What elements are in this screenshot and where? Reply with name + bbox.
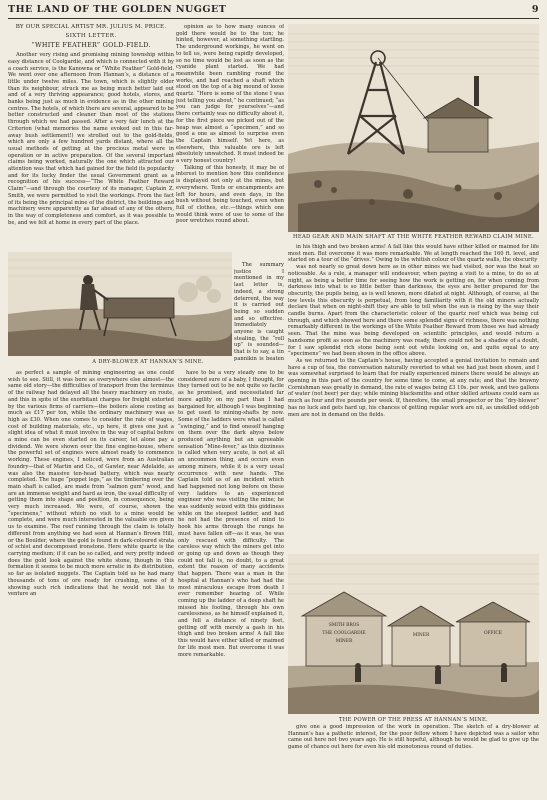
letter-number: SIXTH LETTER.: [65, 32, 117, 39]
sign-smith-bros: SMITH BROS: [328, 623, 360, 628]
illustration-head-gear: [288, 24, 539, 232]
article-column-final: [288, 724, 539, 796]
journal-title: THE LAND OF THE GOLDEN NUGGET: [8, 4, 227, 15]
paragraph: in his thigh and two broken arms! A fall like this would have either killed or maimed for life most men. But overcome it was more remarkable. We at length reached the 160 ft. level, and started on a tour of the “drives.” Owing to the whitish colour of the quartz walls, the obscurity: [288, 244, 539, 264]
caption-head-gear: HEAD GEAR AND MAIN SHAFT AT THE WHITE FEATHER REWARD CLAIM MINE.: [293, 234, 534, 240]
caption-dry-blower: A DRY-BLOWER AT HANNAN’S MINE.: [92, 359, 204, 365]
paragraph: have to be a very steady one to be considered sure of a baby, I thought, for they turned out to be not quite so facile as he promised, and necessitated far more agility on my part than I had bargained for, although I was beginning to get used to mining-shafts by now. Some of the ladders were what is called “swinging,” and to find oneself hanging on them over the dark abyss below produced anything but an agreeable sensation “Mine-fever,” as this dizziness is called when very acute, is not at all an uncommon thing, and occurs even among miners, while it is a very usual occurrence with new hands. The Captain told us of an incident which had happened not long before on these very ladders to an experienced engineer who was visiting the mine; he was suddenly seized with this giddiness while on the steepest ladder, and had he not had the presence of mind to hook his arms through the rungs he must have fallen off—as it was, he was only rescued with difficulty. The careless way which the miners get into or going up and down as though they could not fall is, no doubt, to a great extent the reason of many accidents that happen. There was a man in the hospital at Hannan’s who had had the most miraculous escape from death I ever remember hearing of. While coming up the ladder of a deep shaft he missed his footing, through his own carelessness, as he himself explained it, and fell a distance of ninety feet, getting off with merely a gash in his thigh and two broken arms! A fall like this would have either killed or maimed for life most men. But overcome it was more remarkable.: [178, 370, 284, 658]
article-column-3: [288, 244, 539, 550]
header-rule: [8, 18, 539, 19]
sign-office: OFFICE: [484, 631, 502, 636]
article-column-2-continued: [234, 262, 284, 362]
paragraph: The summary justice I mentioned in my last letter is, indeed, a strong deterrent, the way it is carried out being so sudden and so effective. Immediately anyone is caught stealing, the “roll up” is sounded—that is to say, a tin pannikin is beaten: [234, 262, 284, 362]
paragraph: give one a good impression of the work in operation. The sketch of a dry-blower at Hannan’s has a pathetic interest, for the poor fellow whom I have depicted was a sailor who came out here not two years ago. He is still hopeful, although he would be glad to give up the game of chance out here for even his old monotonous round of duties.: [288, 724, 539, 751]
sign-miner-2: MINER: [412, 633, 430, 638]
paragraph: as perfect a sample of mining engineering as one could wish to see. Still, it was here as everywhere else almost—the same old story—the difficulties of transport from the terminus of the railway had delayed all the heavy machinery en route, and this in spite of the exorbitant charges for freight extorted by the various firms of carriers—the boilers alone costing as much as £17 per ton, while the ordinary machinery was as high as £30. When one comes to consider the rate of wages, cost of building materials, etc., up here, it gives one just a slight idea of what it must involve in the way of capital before a mine can be even started on its career, let alone pay a dividend. We were shown over the fine engine-house, where the powerful set of engines were almost ready to commence working. These engines, I noticed, were from an Australian foundry—that of Martin and Co., of Gawler, near Adelaide, as was also the massive ten-head battery, which was nearly completed. The huge “poppet legs,” as the timbering over the main shaft is called, are made from “salmon gum” wood, and are an immense weight and hard as iron, the usual difficulty of getting them into shape and position, in consequence, being very much increased. We were, of course, shown the “specimens,” without which no visit to a mine would be complete, and were much interested in the valuable ore given us to examine. The reef running through the claim is totally different from anything we had seen at Hannan’s Brown Hill, or the Boulder, where the gold is found in dark-coloured strata of schist and decomposed ironstone. Here white quartz is the carrying medium; if it can be so called, and very pretty indeed does the gold look against the white stone, though in this formation it seems to be much more erratic in its distribution, so far as isolated nuggets. The Captain told us he had many thousands of tons of ore ready for crushing, some of it showing such rich indications that he would not like to venture an: [8, 370, 174, 598]
illustration-press-office: [288, 554, 539, 714]
illustration-dry-blower: [8, 252, 232, 356]
paragraph: As we returned to the Captain’s house, having accepted a genial invitation to remain and have a cup of tea, the conversation naturally reverted to what we had just been shown, and I was somewhat surprised to learn that for really experienced miners there would be always an opening in this part of the country for some time to come, at any rate; and that the brawny Cornishman was greatly in demand, the rate of wages being £3 10s. per week, and two gallons of water (not beer) per day; while mining blacksmiths and other skilled artisans could earn as much as four and five pounds per week. If, therefore, the small prospector or the “dry-blower” has no luck and gets hard up, his chances of getting regular work are nil, as unskilled odd-job men are not in demand on the fields.: [288, 357, 539, 418]
paragraph: opinion as to how many ounces of gold there would be to the ton; he hinted, however, at something startling. The underground workings, he went on to tell us, were being rapidly developed, so no time would be lost as soon as the cyanide plant started. We had meanwhile been rambling round the works, and had reached a shaft which stood on the top of a big mound of loose quartz. “Here is some of the stone I was just telling you about,” he continued; “as you can judge for yourselves”—and there certainly was no difficulty about it, for the first piece we picked out of the heap was almost a “specimen,” and so good a one as almost to surprise even the Captain himself. Yet here, as elsewhere, this valuable ore is left absolutely unwatched. It must indeed be a very honest country!: [176, 24, 284, 165]
paragraph: Another very rising and promising mining township within easy distance of Coolgardie, and which is connected with it by a coach service, is the Kanowna or “White Feather” Gold-field. We went over one afternoon from Hannan’s, a distance of a little under twelve miles. The town, which is slightly older than its neighbour, struck me as being much better laid out and of a very thriving appearance; good hotels, stores, and banks being just as much in evidence as in the other mining centres. The hotels, of which there are several, appeared to be better constructed and cleaner than most of the stations through which we had passed. After a very fair lunch at the Criterion (what memories the name evoked out in this far-away bush settlement!) we strolled out to the gold-fields, which are only a few hundred yards distant, where all the usual methods of getting at the precious metal were in operation or in active preparation. Of the several important claims being worked, naturally the one which attracted our attention was that which had gained for the field its popularity and for its lucky finder the usual Government grant as a recognition of his success—“The White Feather Reward Claim”—and through the courtesy of its manager, Captain Z. Smith, we were permitted to visit the workings. From the fact of its being the principal mine of the district, the buildings and machinery were apparently as far ahead of any of the others, in the way of completeness and comfort, as it was possible to be, and we felt at home in every part of the place.: [8, 52, 174, 226]
sign-coolgardie: THE COOLGARDIE: [322, 631, 366, 636]
article-column-2: [176, 24, 284, 261]
running-header: [8, 4, 539, 20]
article-column-4: [8, 370, 174, 796]
section-heading: “WHITE FEATHER” GOLD-FIELD.: [31, 41, 151, 50]
sign-miner: MINER: [335, 639, 353, 644]
caption-press-office: THE POWER OF THE PRESS AT HANNAN’S MINE.: [339, 717, 488, 723]
page-number: 9: [531, 4, 539, 15]
article-column-5: [178, 370, 284, 796]
paragraph: was not nearly so great down here as in other mines we had visited, nor was the heat so noticeable. As a rule, a manager will endeavour, when paying a visit to a mine, to do so at night, as being a better time for seeing how the work is getting on, for when coming from darkness into what is so little better than darkness, the eyes are better prepared for the obscurity, the pupils being, as is well known, more dilated at night. Although, of course, at the low levels this obscurity is perpetual, from long familiarity with it the old miners actually declare that when on night-shift they are able to tell when the sun is rising by the way their candle burns. Apart from the characteristic colour of the quartz reef which was being cut through, and which showed here and there some splendid signs of richness, there was nothing remarkably different in the workings of the White Feather Reward from those we had already seen. That the mine was being developed on scientific principles, and would return a handsome profit as soon as the machinery was ready, there could not be a shadow of a doubt, for I saw splendid rich stone being sent out while looking on, and quite equal to any “specimens” we had been shown in the office above.: [288, 264, 539, 358]
byline: BY OUR SPECIAL ARTIST MR. JULIUS M. PRICE.: [15, 24, 167, 30]
paragraph: Talking of this honesty, it may be of interest to mention how this confidence is displayed not only at the mines, but everywhere. Tents or encampments are left for hours, and even days, in the bush without being touched, even when full of clothes, etc.—things which one would think were of use to some of the poor wretches round about.: [176, 164, 284, 225]
